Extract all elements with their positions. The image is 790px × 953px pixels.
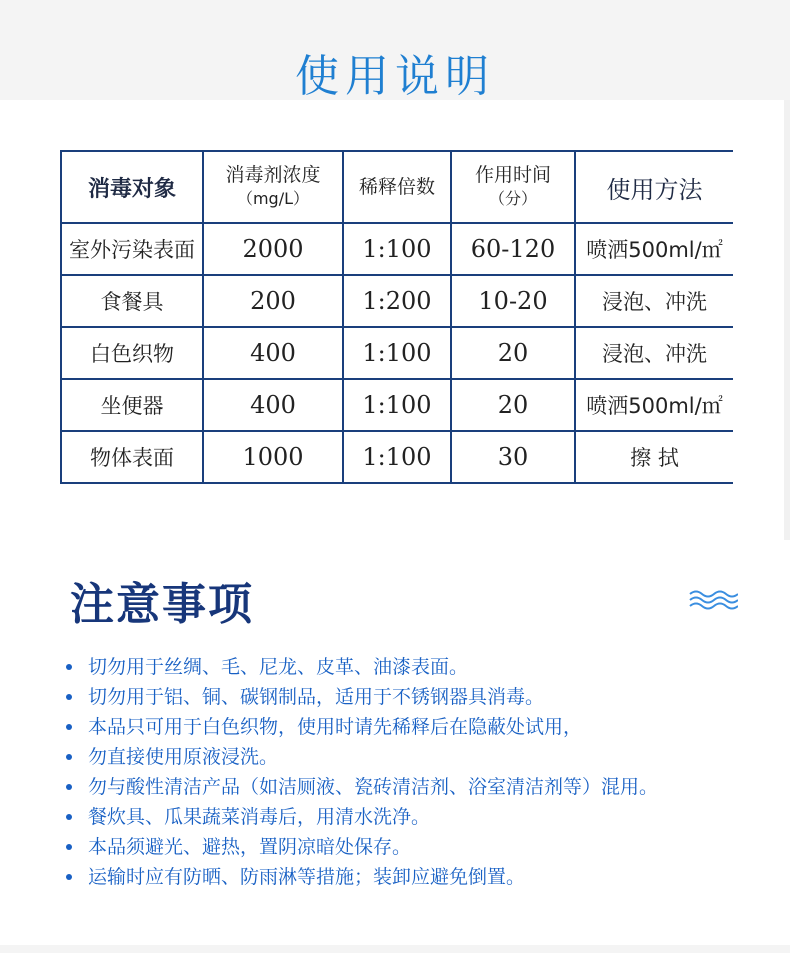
cell-object: 坐便器 bbox=[61, 379, 203, 431]
list-item: 运输时应有防晒、防雨淋等措施；装卸应避免倒置。 bbox=[66, 862, 786, 892]
cell-concentration: 200 bbox=[203, 275, 343, 327]
list-item: 勿直接使用原液浸洗。 bbox=[66, 742, 786, 772]
cell-method: 喷洒500ml/㎡ bbox=[575, 379, 733, 431]
table-row bbox=[61, 431, 733, 483]
header-dilution: 稀释倍数 bbox=[343, 151, 451, 223]
cell-duration: 20 bbox=[451, 379, 575, 431]
cell-duration: 20 bbox=[451, 327, 575, 379]
cell-object: 食餐具 bbox=[61, 275, 203, 327]
cell-dilution: 1:100 bbox=[343, 379, 451, 431]
cell-dilution: 1:100 bbox=[343, 223, 451, 275]
list-item: 餐炊具、瓜果蔬菜消毒后，用清水洗净。 bbox=[66, 802, 786, 832]
page-title: 使用说明 bbox=[295, 51, 495, 102]
cell-object: 室外污染表面 bbox=[61, 223, 203, 275]
cell-concentration: 1000 bbox=[203, 431, 343, 483]
side-strip bbox=[784, 100, 790, 540]
cell-object: 物体表面 bbox=[61, 431, 203, 483]
footer-band bbox=[0, 945, 790, 953]
usage-table bbox=[60, 150, 733, 484]
cell-method: 擦 拭 bbox=[575, 431, 733, 483]
cell-dilution: 1:200 bbox=[343, 275, 451, 327]
usage-table-container bbox=[60, 150, 732, 484]
header-duration: 作用时间 （分） bbox=[451, 151, 575, 223]
table-header-row bbox=[61, 151, 733, 223]
cell-dilution: 1:100 bbox=[343, 431, 451, 483]
list-item: 切勿用于铝、铜、碳钢制品，适用于不锈钢器具消毒。 bbox=[66, 682, 786, 712]
header-object: 消毒对象 bbox=[61, 151, 203, 223]
cell-concentration: 2000 bbox=[203, 223, 343, 275]
table-row bbox=[61, 327, 733, 379]
table-row bbox=[61, 223, 733, 275]
notes-list bbox=[66, 652, 786, 892]
table-row bbox=[61, 379, 733, 431]
list-item: 本品只可用于白色织物，使用时请先稀释后在隐蔽处试用， bbox=[66, 712, 786, 742]
cell-concentration: 400 bbox=[203, 379, 343, 431]
header-concentration: 消毒剂浓度 （mg/L） bbox=[203, 151, 343, 223]
cell-concentration: 400 bbox=[203, 327, 343, 379]
cell-duration: 10-20 bbox=[451, 275, 575, 327]
wave-icon bbox=[688, 588, 738, 612]
cell-method: 浸泡、冲洗 bbox=[575, 275, 733, 327]
cell-duration: 30 bbox=[451, 431, 575, 483]
notes-title: 注意事项 bbox=[70, 579, 254, 630]
cell-method: 喷洒500ml/㎡ bbox=[575, 223, 733, 275]
table-row bbox=[61, 275, 733, 327]
header-method: 使用方法 bbox=[575, 151, 733, 223]
cell-duration: 60-120 bbox=[451, 223, 575, 275]
list-item: 勿与酸性清洁产品（如洁厕液、瓷砖清洁剂、浴室清洁剂等）混用。 bbox=[66, 772, 786, 802]
cell-dilution: 1:100 bbox=[343, 327, 451, 379]
list-item: 本品须避光、避热，置阴凉暗处保存。 bbox=[66, 832, 786, 862]
cell-method: 浸泡、冲洗 bbox=[575, 327, 733, 379]
cell-object: 白色织物 bbox=[61, 327, 203, 379]
list-item: 切勿用于丝绸、毛、尼龙、皮革、油漆表面。 bbox=[66, 652, 786, 682]
